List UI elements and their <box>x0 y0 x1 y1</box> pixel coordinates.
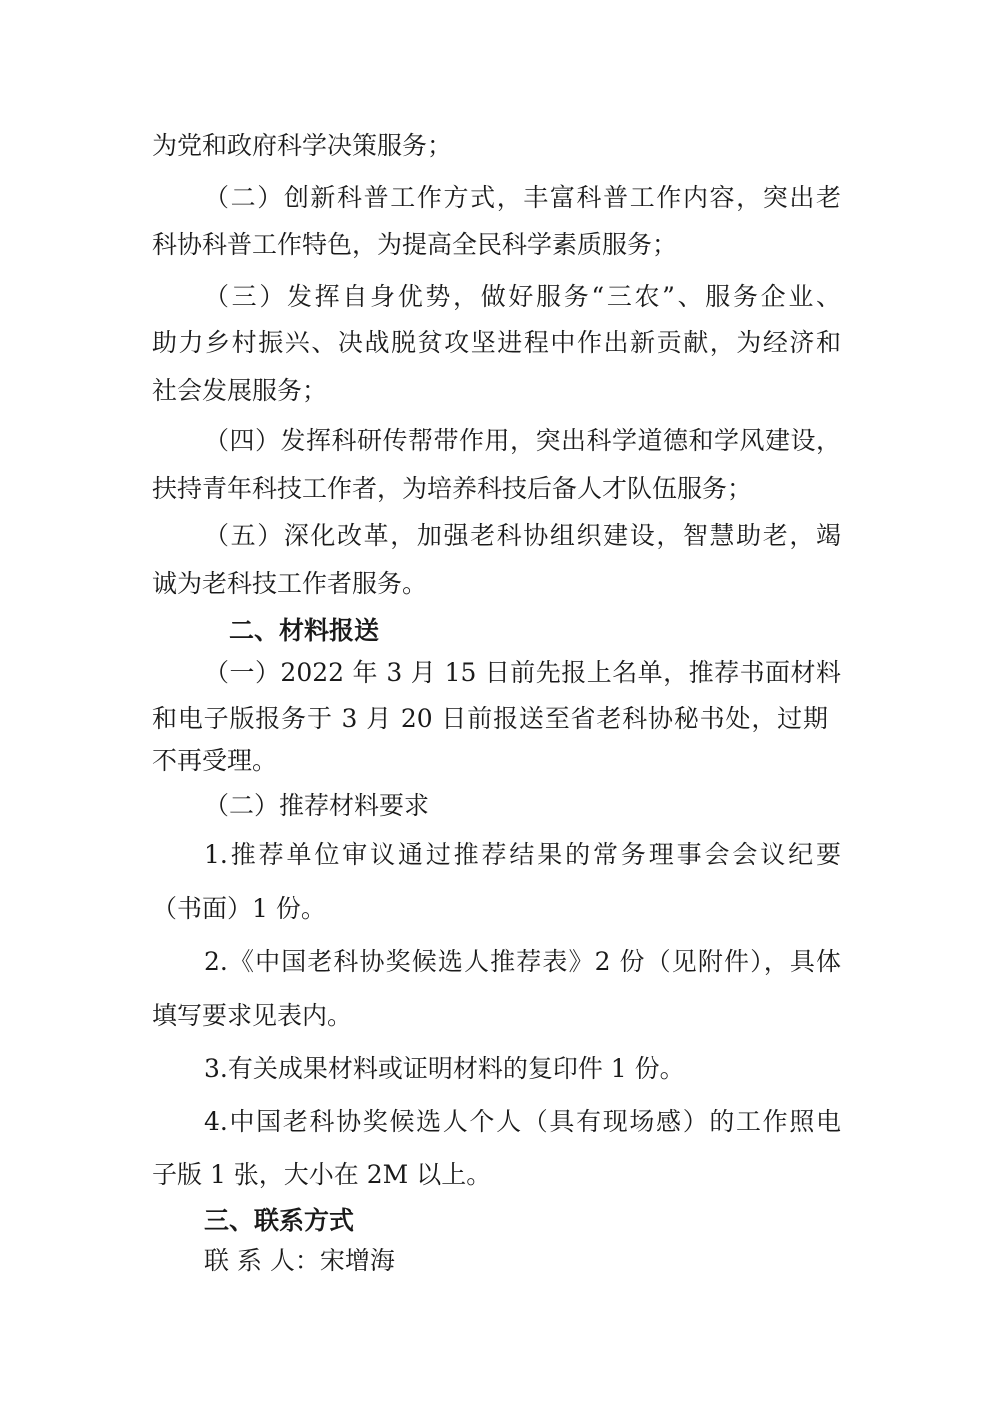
body-line: 扶持青年科技工作者，为培养科技后备人才队伍服务； <box>152 474 753 503</box>
body-line: （二）创新科普工作方式，丰富科普工作内容，突出老 <box>204 183 841 212</box>
contact-label: 联 系 人： <box>204 1246 320 1275</box>
body-line: （四）发挥科研传帮带作用，突出科学道德和学风建设， <box>204 426 841 455</box>
body-line: （一）2022 年 3 月 15 日前先报上名单，推荐书面材料 <box>204 658 841 687</box>
list-item: 1.推荐单位审议通过推荐结果的常务理事会会议纪要 <box>204 840 841 869</box>
section-heading: 二、材料报送 <box>229 616 380 645</box>
subsection-heading: （二）推荐材料要求 <box>204 791 430 820</box>
list-item: 4.中国老科协奖候选人个人（具有现场感）的工作照电 <box>204 1107 841 1136</box>
list-item: 3.有关成果材料或证明材料的复印件 1 份。 <box>204 1054 685 1083</box>
list-item: 2.《中国老科协奖候选人推荐表》2 份（见附件），具体 <box>204 947 841 976</box>
body-line: 不再受理。 <box>152 746 278 775</box>
contact-line <box>204 1246 395 1276</box>
body-line: 社会发展服务； <box>152 376 328 405</box>
list-item: 填写要求见表内。 <box>152 1001 353 1030</box>
body-line: （三）发挥自身优势，做好服务“三农”、服务企业、 <box>204 282 841 311</box>
list-item: 子版 1 张，大小在 2M 以上。 <box>152 1160 492 1189</box>
list-item: （书面）1 份。 <box>152 894 326 923</box>
section-heading: 三、联系方式 <box>204 1206 355 1235</box>
body-line: 助力乡村振兴、决战脱贫攻坚进程中作出新贡献，为经济和 <box>152 328 841 357</box>
body-line: 诚为老科技工作者服务。 <box>152 569 428 598</box>
body-line: 和电子版报务于 3 月 20 日前报送至省老科协秘书处，过期 <box>152 704 828 733</box>
contact-name: 宋增海 <box>319 1246 395 1275</box>
body-line: 为党和政府科学决策服务； <box>152 131 453 160</box>
body-line: （五）深化改革，加强老科协组织建设，智慧助老，竭 <box>204 521 841 550</box>
body-line: 科协科普工作特色，为提高全民科学素质服务； <box>152 230 678 259</box>
